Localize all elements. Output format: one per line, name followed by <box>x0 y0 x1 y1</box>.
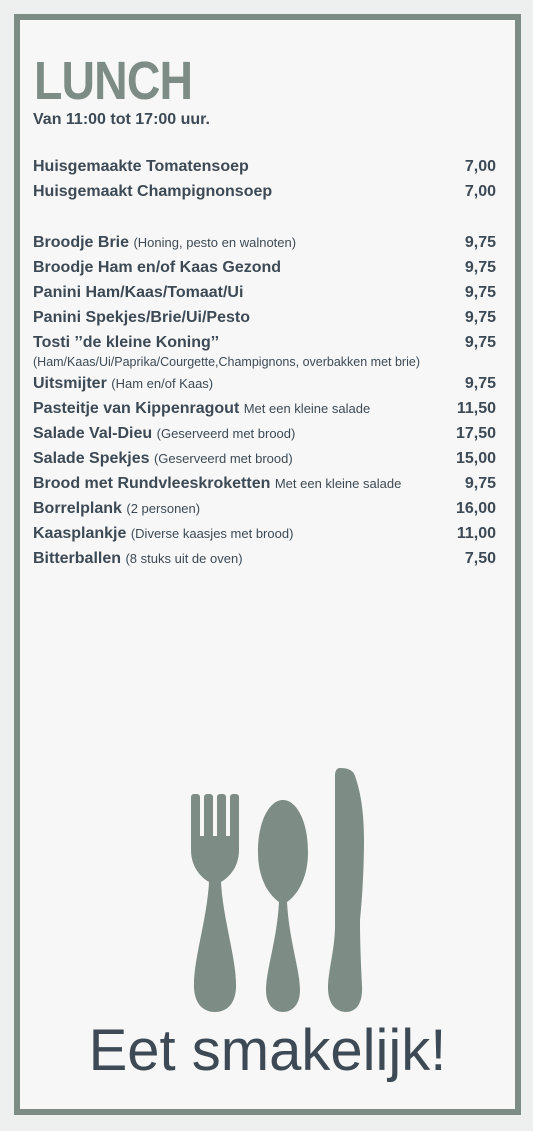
menu-title: LUNCH <box>34 51 193 111</box>
item-name: Pasteitje van Kippenragout <box>33 400 240 417</box>
menu-card <box>14 14 521 1115</box>
item-price: 15,00 <box>455 450 496 467</box>
item-name: Borrelplank <box>33 500 122 517</box>
item-name: Panini Ham/Kaas/Tomaat/Ui <box>33 284 244 301</box>
item-price: 11,00 <box>456 525 496 542</box>
knife-icon <box>328 768 364 1012</box>
item-description: Met een kleine salade <box>274 476 402 491</box>
item-description: (8 stuks uit de oven) <box>125 551 243 566</box>
item-price: 9,75 <box>464 309 496 326</box>
item-price: 16,00 <box>455 500 496 517</box>
item-description: (2 personen) <box>126 501 201 516</box>
item-name: Huisgemaakt Champignonsoep <box>33 183 273 200</box>
item-name: Salade Spekjes <box>33 450 150 467</box>
item-description: (Geserveerd met brood) <box>153 451 293 466</box>
opening-hours: Van 11:00 tot 17:00 uur. <box>33 111 210 128</box>
item-name: Uitsmijter <box>33 375 107 392</box>
item-price: 7,00 <box>464 158 496 175</box>
item-price: 9,75 <box>464 475 496 492</box>
item-price: 9,75 <box>464 334 496 351</box>
item-name: Salade Val-Dieu <box>33 425 153 442</box>
closing-message: Eet smakelijk! <box>88 1018 447 1083</box>
item-description: (Diverse kaasjes met brood) <box>130 526 294 541</box>
item-name: Brood met Rundvleeskroketten <box>33 475 271 492</box>
item-name: Broodje Ham en/of Kaas Gezond <box>33 259 282 276</box>
item-description: (Geserveerd met brood) <box>156 426 296 441</box>
spoon-icon <box>258 800 308 1012</box>
item-price: 9,75 <box>464 259 496 276</box>
item-price: 7,00 <box>464 183 496 200</box>
item-name: Huisgemaakte Tomatensoep <box>33 158 249 175</box>
fork-icon <box>191 794 239 1012</box>
item-price: 9,75 <box>464 375 496 392</box>
item-price: 11,50 <box>456 400 496 417</box>
item-name: Kaasplankje <box>33 525 127 542</box>
item-name: Bitterballen <box>33 550 122 567</box>
item-subdescription: (Ham/Kaas/Ui/Paprika/Courgette,Champignons, overbakken met brie) <box>33 355 420 369</box>
cutlery-illustration <box>20 20 515 1109</box>
item-price: 7,50 <box>464 550 496 567</box>
item-description: Met een kleine salade <box>243 401 371 416</box>
item-name: Broodje Brie <box>33 234 130 251</box>
item-description: (Honing, pesto en walnoten) <box>133 235 297 250</box>
item-name: Tosti ’’de kleine Koning’’ <box>33 334 220 351</box>
item-price: 17,50 <box>455 425 496 442</box>
item-price: 9,75 <box>464 284 496 301</box>
item-description: (Ham en/of Kaas) <box>111 376 214 391</box>
item-name: Panini Spekjes/Brie/Ui/Pesto <box>33 309 250 326</box>
item-price: 9,75 <box>464 234 496 251</box>
